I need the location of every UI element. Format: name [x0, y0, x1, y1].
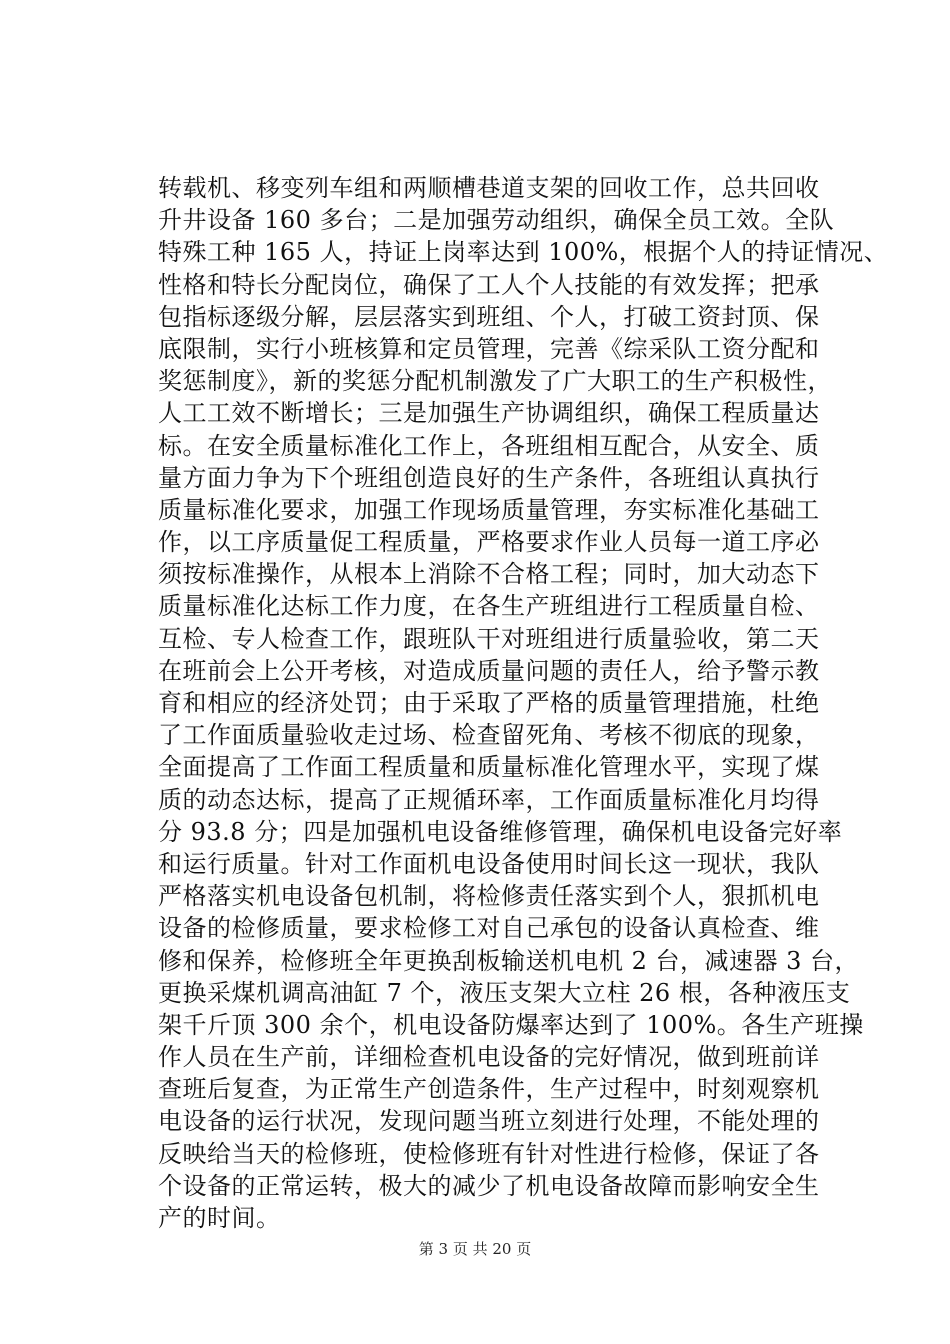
text-line: 质量标准化达标工作力度，在各生产班组进行工程质量自检、	[158, 592, 820, 621]
text-line: 个设备的正常运转，极大的减少了机电设备故障而影响安全生	[158, 1171, 820, 1200]
text-line: 包指标逐级分解，层层落实到班组、个人，打破工资封顶、保	[158, 302, 820, 331]
text-line: 产的时间。	[158, 1204, 281, 1232]
text-line: 修和保养，检修班全年更换刮板输送机电机 2 台，减速器 3 台，	[158, 946, 860, 975]
text-line: 育和相应的经济处罚；由于采取了严格的质量管理措施，杜绝	[158, 689, 820, 717]
text-line: 互检、专人检查工作，跟班队干对班组进行质量验收，第二天	[158, 624, 820, 653]
text-line: 质的动态达标，提高了正规循环率，工作面质量标准化月均得	[158, 785, 820, 814]
text-line: 电设备的运行状况，发现问题当班立刻进行处理，不能处理的	[158, 1107, 820, 1136]
text-line: 升井设备 160 多台；二是加强劳动组织，确保全员工效。全队	[158, 206, 835, 235]
text-line: 架千斤顶 300 余个，机电设备防爆率达到了 100%。各生产班操	[158, 1010, 864, 1039]
text-line: 量方面力争为下个班组创造良好的生产条件，各班组认真执行	[158, 463, 820, 492]
text-line: 须按标准操作，从根本上消除不合格工程；同时，加大动态下	[158, 560, 820, 589]
text-line: 作，以工序质量促工程质量，严格要求作业人员每一道工序必	[158, 528, 820, 557]
text-line: 和运行质量。针对工作面机电设备使用时间长这一现状，我队	[158, 849, 820, 878]
text-line: 转载机、移变列车组和两顺槽巷道支架的回收工作，总共回收	[158, 174, 820, 202]
text-line: 人工工效不断增长；三是加强生产协调组织，确保工程质量达	[158, 399, 820, 428]
page-number-footer: 第 3 页 共 20 页	[418, 1240, 532, 1258]
text-line: 严格落实机电设备包机制，将检修责任落实到个人，狠抓机电	[158, 882, 820, 911]
text-line: 作人员在生产前，详细检查机电设备的完好情况，做到班前详	[158, 1043, 820, 1072]
text-line: 更换采煤机调高油缸 7 个，液压支架大立柱 26 根，各种液压支	[158, 978, 851, 1007]
text-line: 反映给当天的检修班，使检修班有针对性进行检修，保证了各	[158, 1139, 820, 1168]
text-line: 标。在安全质量标准化工作上，各班组相互配合，从安全、质	[158, 431, 820, 460]
body-text	[158, 172, 889, 1234]
text-line: 了工作面质量验收走过场、检查留死角、考核不彻底的现象，	[158, 721, 820, 750]
text-line: 特殊工种 165 人，持证上岗率达到 100%，根据个人的持证情况、	[158, 238, 889, 267]
text-line: 质量标准化要求，加强工作现场质量管理，夯实标准化基础工	[158, 495, 820, 524]
text-line: 奖惩制度》，新的奖惩分配机制激发了广大职工的生产积极性，	[158, 367, 832, 396]
text-line: 在班前会上公开考核，对造成质量问题的责任人，给予警示教	[158, 656, 820, 685]
text-line: 底限制，实行小班核算和定员管理，完善《综采队工资分配和	[158, 334, 820, 363]
text-line: 分 93.8 分；四是加强机电设备维修管理，确保机电设备完好率	[158, 817, 843, 846]
text-line: 性格和特长分配岗位，确保了工人个人技能的有效发挥；把承	[158, 270, 820, 299]
text-line: 查班后复查，为正常生产创造条件，生产过程中，时刻观察机	[158, 1075, 820, 1104]
text-line: 全面提高了工作面工程质量和质量标准化管理水平，实现了煤	[158, 753, 820, 782]
text-line: 设备的检修质量，要求检修工对自己承包的设备认真检查、维	[158, 914, 820, 943]
